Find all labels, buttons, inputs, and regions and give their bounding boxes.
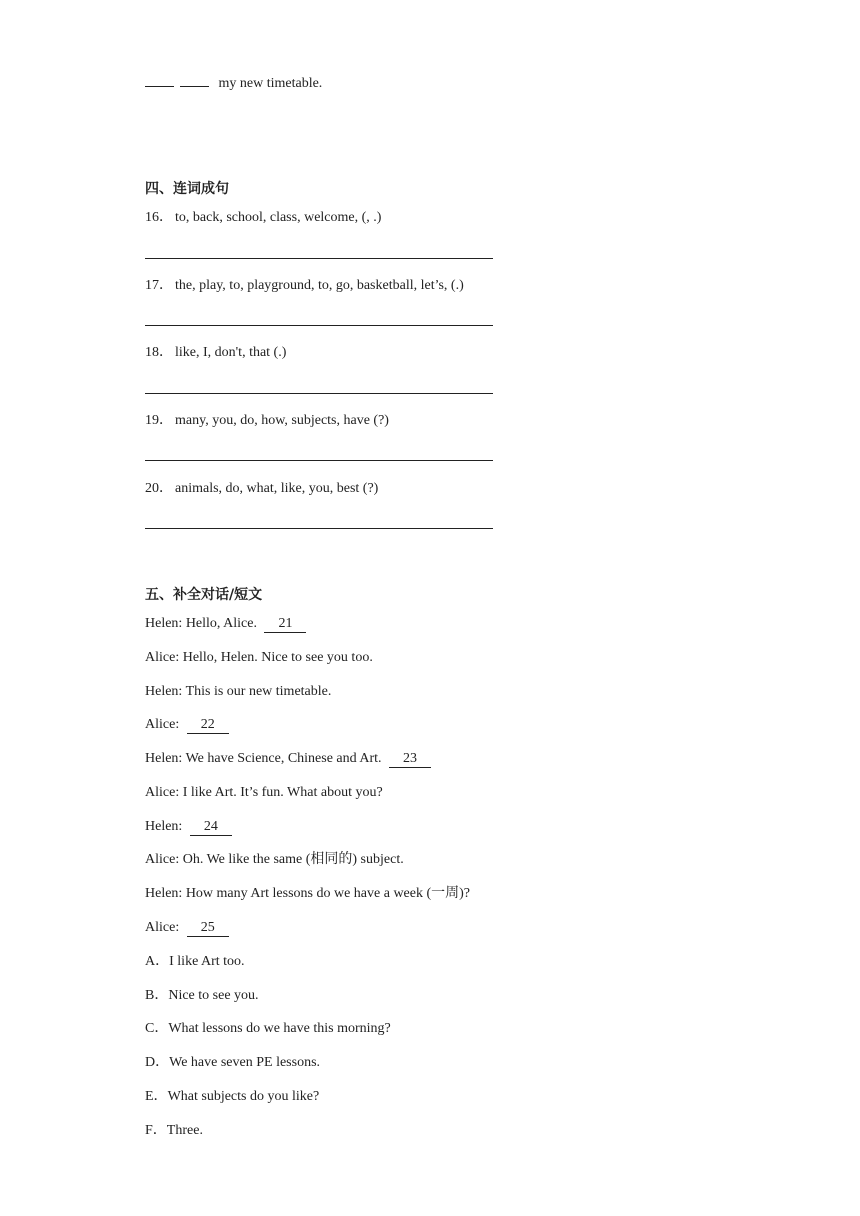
question-18 [145,344,286,362]
timetable-sentence [145,74,322,93]
option-label: F． [145,1123,167,1138]
question-number: 17． [145,278,173,293]
option-d[interactable] [145,1054,320,1072]
dialogue-text: Alice: I like Art. It’s fun. What about you? [145,785,383,800]
sentence-text: my new timetable. [218,76,323,91]
question-17 [145,277,464,295]
dialogue-text: Helen: Hello, Alice. [145,616,261,631]
question-words: animals, do, what, like, you, best (?) [175,481,379,496]
question-number: 19． [145,413,173,428]
option-label: A． [145,954,170,969]
option-c[interactable] [145,1020,391,1038]
dialogue-text: Alice: Hello, Helen. Nice to see you too. [145,650,373,665]
dialogue-text: Helen: This is our new timetable. [145,684,332,699]
answer-line[interactable] [145,325,493,326]
option-text: What lessons do we have this morning? [168,1021,391,1036]
option-label: C． [145,1021,169,1036]
option-label: D． [145,1055,170,1070]
dialogue-gap[interactable]: 25 [187,920,229,937]
dialogue-gap[interactable]: 24 [190,819,232,836]
question-words: like, I, don't, that (.) [175,345,287,360]
dialogue-line [145,615,306,633]
option-text: Three. [166,1123,203,1138]
question-16 [145,209,381,227]
dialogue-line [145,851,404,869]
dialogue-line [145,716,229,734]
option-label: E． [145,1089,168,1104]
question-19 [145,412,389,430]
dialogue-text: Helen: How many Art lessons do we have a week (一周)? [145,886,471,901]
section-heading: 四、连词成句 [145,181,229,197]
question-words: the, play, to, playground, to, go, basketball, let’s, (.) [175,278,464,293]
dialogue-line [145,919,229,937]
dialogue-gap[interactable]: 23 [389,751,431,768]
answer-line[interactable] [145,258,493,259]
fill-blank[interactable] [145,74,174,87]
section-heading: 五、补全对话/短文 [145,587,263,603]
question-words: many, you, do, how, subjects, have (?) [175,413,389,428]
option-text: What subjects do you like? [167,1089,320,1104]
dialogue-line [145,818,232,836]
answer-line[interactable] [145,528,493,529]
answer-line[interactable] [145,393,493,394]
dialogue-text: Helen: [145,819,186,834]
option-label: B． [145,988,169,1003]
dialogue-text: Alice: [145,717,183,732]
question-number: 20． [145,481,173,496]
dialogue-text: Alice: [145,920,183,935]
answer-line[interactable] [145,460,493,461]
question-20 [145,480,378,498]
dialogue-line [145,885,470,903]
option-b[interactable] [145,987,259,1005]
question-number: 16． [145,210,173,225]
option-a[interactable] [145,953,245,971]
dialogue-line [145,649,373,667]
dialogue-text: Alice: Oh. We like the same (相同的) subject. [145,852,404,867]
dialogue-line [145,683,331,701]
option-text: Nice to see you. [168,988,259,1003]
dialogue-gap[interactable]: 22 [187,717,229,734]
dialogue-line [145,784,383,802]
option-f[interactable] [145,1122,203,1140]
dialogue-line [145,750,431,768]
fill-blank[interactable] [180,74,209,87]
dialogue-text: Helen: We have Science, Chinese and Art. [145,751,386,766]
option-e[interactable] [145,1088,319,1106]
option-text: I like Art too. [169,954,245,969]
question-words: to, back, school, class, welcome, (, .) [175,210,382,225]
option-text: We have seven PE lessons. [169,1055,321,1070]
dialogue-gap[interactable]: 21 [264,616,306,633]
question-number: 18． [145,345,173,360]
